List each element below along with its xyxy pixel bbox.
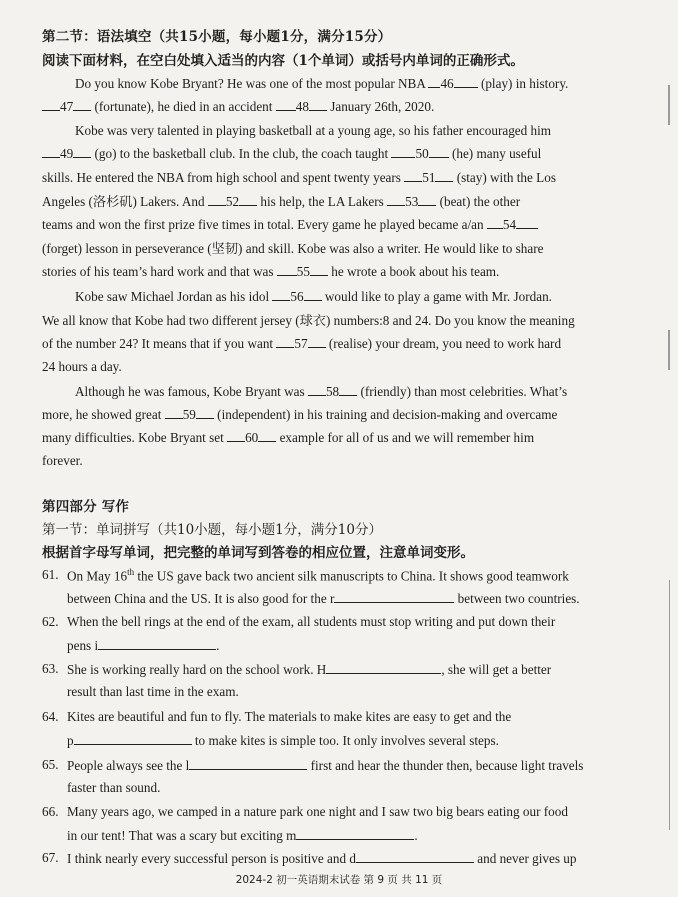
- question-line: Many years ago, we camped in a nature park one night and I saw two big bears eating our food: [67, 804, 568, 819]
- passage-line: more, he showed great 59 (independent) in his training and decision-making and overcame: [42, 407, 558, 422]
- section2-title: 第二节：语法填空（共15小题，每小题1分，满分15分）: [42, 29, 392, 45]
- passage-line: Kobe saw Michael Jordan as his idol 56 would like to play a game with Mr. Jordan.: [75, 289, 552, 304]
- blank-59: 59: [182, 407, 196, 422]
- blank-51: 51: [422, 170, 436, 185]
- question-line: I think nearly every successful person is positive and d and never gives up: [67, 851, 577, 866]
- question-line: People always see the l first and hear the thunder then, because light travels: [67, 758, 584, 773]
- question-line: pens i .: [67, 638, 220, 653]
- passage-line: of the number 24? It means that if you want 57 (realise) your dream, you need to work hard: [42, 336, 562, 351]
- section2-instruction: 阅读下面材料，在空白处填入适当的内容（1个单词）或括号内单词的正确形式。: [42, 53, 524, 69]
- answer-blank-63[interactable]: [326, 661, 441, 674]
- passage-line: forever.: [42, 453, 83, 468]
- question-line: When the bell rings at the end of the exam, all students must stop writing and put down their: [67, 614, 556, 629]
- passage-line: 47 (fortunate), he died in an accident 48 January 26th, 2020.: [42, 95, 434, 118]
- answer-blank-61[interactable]: [334, 590, 454, 603]
- answer-blank-66[interactable]: [296, 827, 414, 840]
- blank-46: 46: [440, 76, 454, 91]
- scan-edge-mark: [668, 330, 670, 370]
- passage-line: (forget) lesson in perseverance (坚韧) and skill. Kobe was also a writer. He would like to share: [42, 241, 544, 256]
- blank-56: 56: [290, 289, 304, 304]
- blank-52: 52: [225, 194, 240, 209]
- question-number: 62.: [42, 614, 59, 629]
- part4-title: 第四部分 写作: [42, 499, 130, 515]
- question-line: p to make kites is simple too. It only involves several steps.: [67, 733, 499, 748]
- scan-edge-mark: [669, 580, 670, 830]
- question-number: 61.: [42, 567, 59, 582]
- question-number: 64.: [42, 709, 59, 724]
- question-line: result than last time in the exam.: [67, 684, 239, 699]
- blank-57: 57: [294, 336, 308, 351]
- blank-55: 55: [296, 264, 310, 279]
- question-line: Kites are beautiful and fun to fly. The materials to make kites are easy to get and the: [67, 709, 512, 724]
- blank-50: 50: [415, 146, 429, 161]
- question-line: She is working really hard on the school work. H , she will get a better: [67, 662, 552, 677]
- passage-line: 24 hours a day.: [42, 359, 122, 374]
- passage-line: many difficulties. Kobe Bryant set 60 example for all of us and we will remember him: [42, 430, 535, 445]
- passage-line: 49 (go) to the basketball club. In the club, the coach taught 50 (he) many useful: [42, 142, 541, 165]
- passage-line: stories of his team’s hard work and that was 55 he wrote a book about his team.: [42, 264, 500, 279]
- answer-blank-65[interactable]: [189, 757, 307, 770]
- passage-line: skills. He entered the NBA from high school and spent twenty years 51 (stay) with the Los: [42, 170, 556, 185]
- blank-58: 58: [325, 384, 340, 399]
- part4-instruction: 根据首字母写单词，把完整的单词写到答卷的相应位置，注意单词变形。: [42, 545, 474, 561]
- passage-line: teams and won the first prize five times in total. Every game he played became a/an 54: [42, 213, 538, 236]
- answer-blank-67[interactable]: [356, 850, 474, 863]
- answer-blank-62[interactable]: [98, 637, 216, 650]
- question-number: 67.: [42, 850, 59, 865]
- blank-48: 48: [295, 99, 309, 114]
- question-number: 66.: [42, 804, 59, 819]
- question-number: 65.: [42, 757, 59, 772]
- scan-edge-mark: [668, 85, 670, 125]
- passage-line: Angeles (洛杉矶) Lakers. And 52 his help, the LA Lakers 53 (beat) the other: [42, 194, 521, 209]
- question-line: between China and the US. It is also good for the r between two countries.: [67, 591, 580, 606]
- passage-line: Do you know Kobe Bryant? He was one of the most popular NBA 46 (play) in history.: [75, 76, 569, 91]
- blank-54: 54: [502, 217, 517, 232]
- question-line: in our tent! That was a scary but exciting m .: [67, 828, 418, 843]
- question-number: 63.: [42, 661, 59, 676]
- blank-53: 53: [405, 194, 419, 209]
- blank-47: 47: [60, 99, 74, 114]
- passage-line: Although he was famous, Kobe Bryant was 58 (friendly) than most celebrities. What’s: [75, 384, 568, 399]
- blank-60: 60: [245, 430, 259, 445]
- question-line: faster than sound.: [67, 780, 161, 795]
- passage-line: Kobe was very talented in playing basketball at a young age, so his father encouraged him: [75, 123, 552, 138]
- page-footer: 2024-2 初一英语期末试卷 第 9 页 共 11 页: [235, 874, 443, 886]
- answer-blank-64[interactable]: [74, 732, 192, 745]
- passage-line: We all know that Kobe had two different jersey (球衣) numbers:8 and 24. Do you know the meaning: [42, 313, 575, 328]
- blank-49: 49: [60, 146, 74, 161]
- question-line: On May 16th the US gave back two ancient silk manuscripts to China. It shows good teamwork: [67, 567, 569, 584]
- part4-section1: 第一节：单词拼写（共10小题，每小题1分，满分10分）: [42, 522, 382, 538]
